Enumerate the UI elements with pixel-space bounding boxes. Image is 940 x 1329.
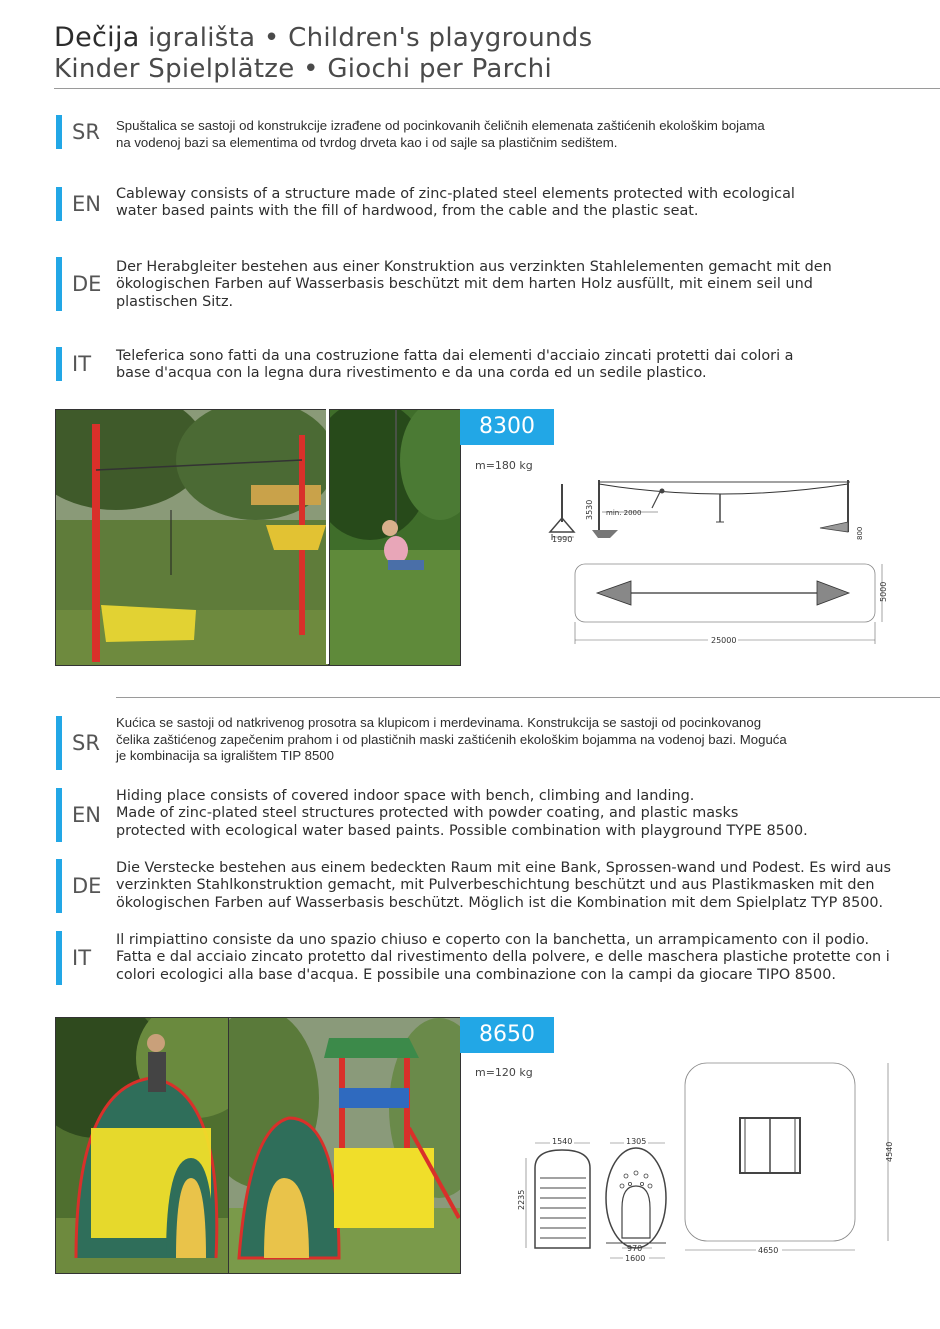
hiding-place-photo-1 xyxy=(55,1017,229,1274)
hiding-place-photo-2 xyxy=(228,1017,461,1274)
dim-4650: 4650 xyxy=(758,1246,779,1255)
product-number-8300: 8300 xyxy=(460,409,554,445)
product-mass-8650: m=120 kg xyxy=(475,1066,533,1079)
lang-code-sr-2: SR xyxy=(56,716,100,770)
dim-25000: 25000 xyxy=(711,636,737,645)
product-mass-8300: m=180 kg xyxy=(475,459,533,472)
title-line1: igrališta • Children's playgrounds xyxy=(139,23,593,53)
dim-5000: 5000 xyxy=(879,581,888,602)
dim-1600: 1600 xyxy=(625,1254,646,1263)
dim-800: 800 xyxy=(856,526,864,540)
description-en-2: Hiding place consists of covered indoor space with bench, climbing and landing. Made of zinc-plated steel structures protected with powder coating, and plastic masks protected with ecological water based paints. Possible combination with playground TYPE 8500. xyxy=(116,788,808,839)
description-de: Der Herabgleiter bestehen aus einer Konstruktion aus verzinkten Stahlelementen gemacht mit den ökologischen Farben auf Wasserbasis beschützt mit dem harten Holz ausfüllt, mit einem seil und plastischen Sitz. xyxy=(116,259,832,310)
cableway-photo-2 xyxy=(329,409,461,666)
description-sr-2: Kućica se sastoji od natkrivenog prosotra sa klupicom i merdevinama. Konstrukcija se sastoji od pocinkovanog čelika zaštićenog zapečenim prahom i od plastičnih maski zaštićenih ekološkim bojamma na vodenoj bazi. Moguća je kombinacija sa igralištem TIP 8500 xyxy=(116,715,787,764)
cableway-technical-drawing xyxy=(540,472,900,652)
dim-1305: 1305 xyxy=(626,1137,647,1146)
product-number-8650: 8650 xyxy=(460,1017,554,1053)
cableway-photo-1 xyxy=(55,409,329,666)
hiding-place-technical-drawing xyxy=(510,1058,900,1268)
dim-1990: 1990 xyxy=(552,535,573,544)
dim-min-2000: min. 2000 xyxy=(606,509,642,517)
lang-code-de: DE xyxy=(56,257,101,311)
lang-code-sr: SR xyxy=(56,115,100,149)
page-title xyxy=(54,22,592,85)
description-it-2: Il rimpiattino consiste da uno spazio chiuso e coperto con la banchetta, un arrampicamento con il podio. Fatta e dal acciaio zincato protetto dal rivestimento della polvere, e delle maschera plastiche protette con i colori ecologici alla base d'acqua. E possibile una combinazione con la campi da giocare TIPO 8500. xyxy=(116,932,890,983)
description-it: Teleferica sono fatti da una costruzione fatta dai elementi d'acciaio zincati protetti dai colori a base d'acqua con la legna dura rivestimento e da una corda ed un sedile plastico. xyxy=(116,348,794,382)
dim-4540: 4540 xyxy=(885,1141,894,1162)
header-rule xyxy=(54,88,940,89)
title-line2: Kinder Spielplätze • Giochi per Parchi xyxy=(54,54,552,84)
lang-code-it-2: IT xyxy=(56,931,91,985)
dim-3530: 3530 xyxy=(585,499,594,520)
lang-code-it: IT xyxy=(56,347,91,381)
description-en: Cableway consists of a structure made of zinc-plated steel elements protected with ecological water based paints with the fill of hardwood, from the cable and the plastic seat. xyxy=(116,186,795,220)
dim-970: 970 xyxy=(627,1244,643,1253)
title-bold: Dečija xyxy=(54,22,140,53)
description-sr: Spuštalica se sastoji od konstrukcije izrađene od pocinkovanih čeličnih elemenata zaštićenih ekološkim bojama na vodenoj bazi sa elementima od tvrdog drveta kao i od sajle sa plastičnim sedištem. xyxy=(116,118,765,150)
dim-1540: 1540 xyxy=(552,1137,573,1146)
lang-code-de-2: DE xyxy=(56,859,101,913)
section-divider xyxy=(116,697,940,698)
lang-code-en-2: EN xyxy=(56,788,101,842)
dim-2235: 2235 xyxy=(517,1189,526,1210)
lang-code-en: EN xyxy=(56,187,101,221)
description-de-2: Die Verstecke bestehen aus einem bedeckten Raum mit eine Bank, Sprossen-wand und Podest. Es wird aus verzinkten Stahlkonstruktion gemacht, mit Pulverbeschichtung beschützt und aus Plastikmasken mit den ökologischen Farben auf Wasserbasis beschützt. Möglich ist die Kombination mit dem Spielplatz TYP 8500. xyxy=(116,860,891,911)
